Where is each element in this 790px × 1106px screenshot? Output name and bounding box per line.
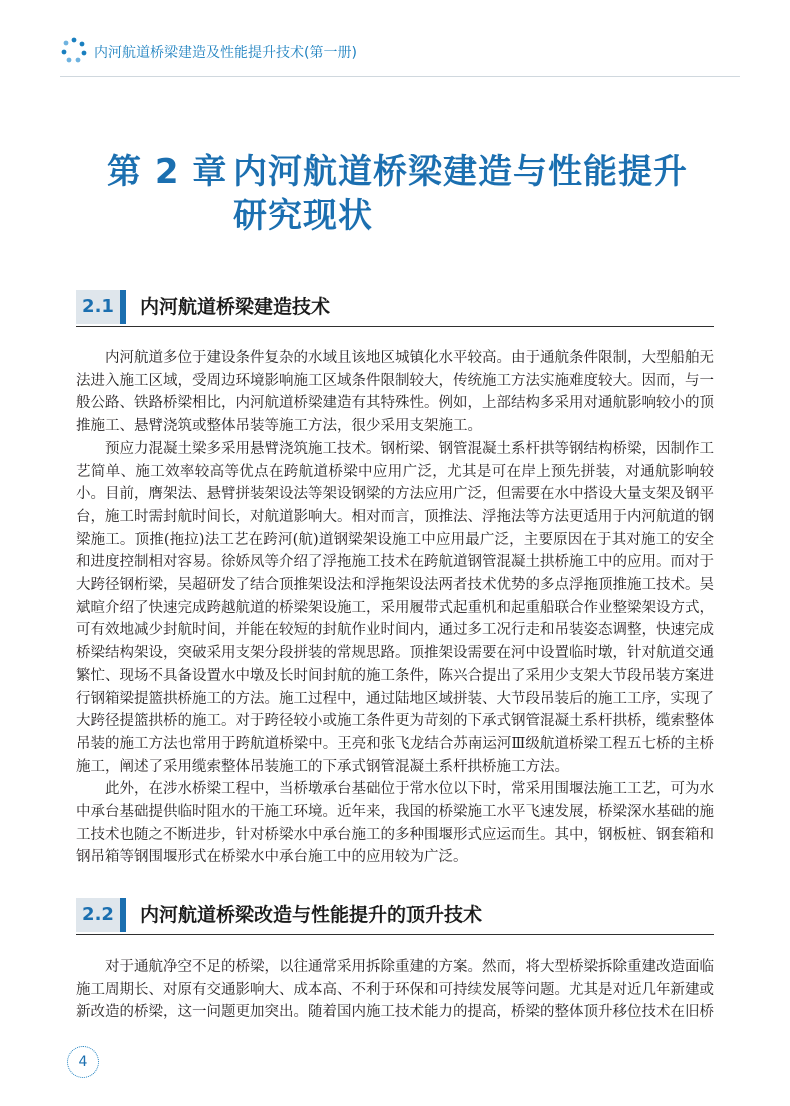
running-header [60, 36, 740, 66]
section-title: 内河航道桥梁建造技术 [140, 296, 331, 318]
section-accent-bar [120, 898, 126, 932]
chapter-heading [107, 150, 688, 238]
paragraph: 对于通航净空不足的桥梁，以往通常采用拆除重建的方案。然而，将大型桥梁拆除重建改造面临施工周期长、对原有交通影响大、成本高、不利于环保和可持续发展等问题。尤其是对近几年新建或新改造的桥梁，这一问题更加突出。随着国内施工技术能力的提高，桥梁的整体顶升移位技术在旧桥 [76, 959, 714, 1021]
section-accent-bar [120, 290, 126, 324]
dot-cluster-icon [60, 36, 88, 64]
chapter-title-line2: 研究现状 [233, 196, 373, 236]
page-number: 4 [67, 1046, 99, 1078]
section-2-1-body [76, 347, 714, 869]
section-heading-2-2 [76, 898, 714, 935]
chapter-title-line1: 内河航道桥梁建造与性能提升 [233, 152, 688, 192]
section-title: 内河航道桥梁改造与性能提升的顶升技术 [140, 904, 483, 926]
header-divider [60, 76, 740, 77]
section-number: 2.1 [76, 290, 120, 324]
section-2-2-body [76, 956, 714, 1024]
paragraph: 此外，在涉水桥梁工程中，当桥墩承台基础位于常水位以下时，常采用围堰法施工工艺，可为水中承台基础提供临时阻水的干施工环境。近年来，我国的桥梁施工水平飞速发展，桥梁深水基础的施工技术也随之不断进步，针对桥梁水中承台施工的多种围堰形式应运而生。其中，钢板桩、钢套箱和钢吊箱等钢围堰形式在桥梁水中承台施工中的应用较为广泛。 [76, 781, 714, 866]
paragraph: 预应力混凝土梁多采用悬臂浇筑施工技术。钢桁梁、钢管混凝土系杆拱等钢结构桥梁，因制作工艺简单、施工效率较高等优点在跨航道桥梁中应用广泛，尤其是可在岸上预先拼装，对通航影响较小。目前，膺架法、悬臂拼装架设法等架设钢梁的方法应用广泛，但需要在水中搭设大量支架及钢平台，施工时需封航时间长，对航道影响大。相对而言，顶推法、浮拖法等方法更适用于内河航道的钢梁施工。顶推(拖拉)法工艺在跨河(航)道钢梁架设施工中应用最广泛，主要原因在于其对施工的安全和进度控制相对容易。徐娇凤等介绍了浮拖施工技术在跨航道钢管混凝土拱桥施工中的应用。而对于大跨径钢桁梁，吴超研发了结合顶推架设法和浮拖架设法两者技术优势的多点浮拖顶推施工技术。吴斌暄介绍了快速完成跨越航道的桥梁架设施工，采用履带式起重机和起重船联合作业整梁架设方式，可有效地减少封航时间，并能在较短的封航作业时间内，通过多工况行走和吊装姿态调整，快速完成桥梁结构架设，突破采用支架分段拼装的常规思路。顶推架设需要在河中设置临时墩，针对航道交通繁忙、现场不具备设置水中墩及长时间封航的施工条件，陈兴合提出了采用少支架大节段吊装方案进行钢箱梁提篮拱桥施工的方法。施工过程中，通过陆地区域拼装、大节段吊装后的施工工序，实现了大跨径提篮拱桥的施工。对于跨径较小或施工条件更为苛刻的下承式钢管混凝土系杆拱桥，缆索整体吊装的施工方法也常用于跨航道桥梁中。王亮和张飞龙结合苏南运河Ⅲ级航道桥梁工程五七桥的主桥施工，阐述了采用缆索整体吊装施工的下承式钢管混凝土系杆拱桥施工方法。 [76, 440, 714, 775]
section-number: 2.2 [76, 898, 120, 932]
paragraph: 内河航道多位于建设条件复杂的水域且该地区城镇化水平较高。由于通航条件限制，大型船舶无法进入施工区域，受周边环境影响施工区域条件限制较大，传统施工方法实施难度较大。因而，与一般公路、铁路桥梁相比，内河航道桥梁建造有其特殊性。例如，上部结构多采用对通航影响较小的顶推施工、悬臂浇筑或整体吊装等施工方法，很少采用支架施工。 [76, 350, 714, 435]
book-title: 内河航道桥梁建造及性能提升技术(第一册) [94, 45, 357, 61]
section-heading-2-1 [76, 290, 714, 327]
chapter-number: 第 2 章 [107, 152, 228, 192]
